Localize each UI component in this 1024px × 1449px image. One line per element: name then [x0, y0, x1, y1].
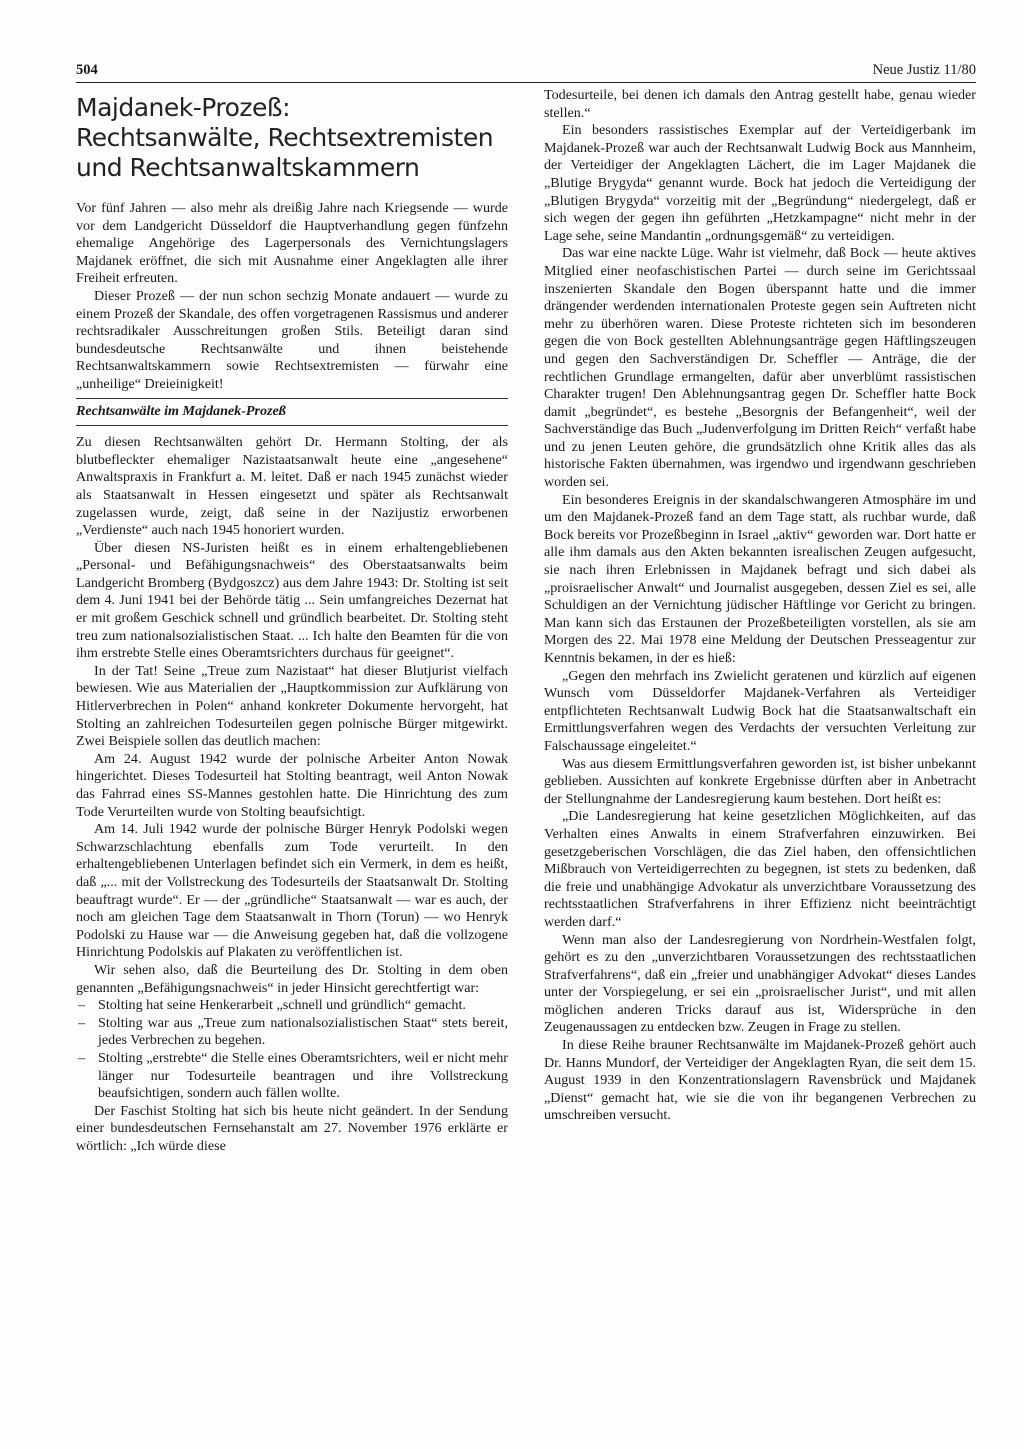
paragraph: Todesurteile, bei denen ich damals den Antrag gestellt habe, genau wieder stellen.“ — [544, 87, 976, 121]
journal-issue: Neue Justiz 11/80 — [872, 62, 976, 78]
intro-paragraph: Dieser Prozeß — der nun schon sechzig Monate andauert — wurde zu einem Prozeß der Skandale, des offen vorgetragenen Rassismus und anderer rechtsradikaler Ausschreitungen großen Stils. Beteiligt daran sind bundesdeutsche Rechtsanwälte und ihnen beistehende Rechtsanwaltskammern sowie Rechtsextremisten — fürwahr eine „unheilige“ Dreieinigkeit! — [76, 287, 508, 392]
paragraph: Zu diesen Rechtsanwälten gehört Dr. Hermann Stolting, der als blutbefleckter ehemaliger Nazistaatsanwalt heute eine „angesehene“ Anwaltspraxis in Frankfurt a. M. leitet. Daß er nach 1945 zunächst wieder als Staatsanwalt in Hessen eingesetzt und später als Rechtsanwalt zugelassen wurde, zeigt, daß seine in der Nazijustiz erworbenen „Verdienste“ auch nach 1945 honoriert wurden. — [76, 434, 508, 539]
intro-paragraph: Vor fünf Jahren — also mehr als dreißig Jahre nach Kriegsende — wurde vor dem Landgericht Düsseldorf die Hauptverhandlung gegen fünfzehn ehemalige Angehörige des Lagerpersonals des Vernichtungslagers Majdanek eröffnet, die sich mit Ausnahme einer Angeklagten alle ihrer Freiheit erfreuten. — [76, 200, 508, 287]
quotation: „Gegen den mehrfach ins Zwielicht geratenen und kürzlich auf eigenen Wunsch vom Düsseldorfer Majdanek-Verfahren als Verteidiger entpflichteten Rechtsanwalt Ludwig Bock hat die Staatsanwaltschaft ein Ermittlungsverfahren wegen des Verdachts der versuchten Verleitung zur Falschaussage eingeleitet.“ — [544, 667, 976, 754]
right-column — [544, 87, 976, 1155]
page-number: 504 — [76, 62, 98, 78]
list-item: – Stolting war aus „Treue zum nationalsozialistischen Staat“ stets bereit, jedes Verbrechen zu begehen. — [76, 1015, 508, 1050]
article-title — [76, 93, 508, 183]
paragraph: Ein besonders rassistisches Exemplar auf der Verteidigerbank im Majdanek-Prozeß war auch der Rechtsanwalt Ludwig Bock aus Mannheim, der Verteidiger der Angeklagten Lächert, die im Lager Majdanek die „Blutige Brygyda“ genannt wurde. Bock hat jedoch die Verteidigung der „Blutigen Brygyda“ vorzeitig mit der „Begründung“ niedergelegt, daß er sich wegen der gegen ihn geführten „Hetzkampagne“ nicht mehr in der Lage sehe, seine Mandantin „ordnungsgemäß“ zu verteidigen. — [544, 122, 976, 244]
left-column — [76, 87, 508, 1155]
paragraph: Am 24. August 1942 wurde der polnische Arbeiter Anton Nowak hingerichtet. Dieses Todesurteil hat Stolting beantragt, weil Anton Nowak das Fahrrad eines SS-Mannes gestohlen hatte. Die Hinrichtung des zum Tode Verurteilten wurde von Stolting beaufsichtigt. — [76, 750, 508, 820]
page — [76, 62, 976, 1155]
page-header — [76, 62, 976, 83]
title-line-2: Rechtsanwälte, Rechtsextremisten — [76, 123, 494, 152]
intro-section — [76, 200, 508, 399]
list-item: – Stolting hat seine Henkerarbeit „schnell und gründlich“ gemacht. — [76, 997, 508, 1015]
section-heading: Rechtsanwälte im Majdanek-Prozeß — [76, 403, 508, 427]
title-line-1: Majdanek-Prozeß: — [76, 93, 291, 122]
paragraph: Ein besonderes Ereignis in der skandalschwangeren Atmosphäre im und um den Majdanek-Prozeß fand an dem Tage statt, als ruchbar wurde, daß Bock bereits vor Prozeßbeginn in Israel „aktiv“ geworden war. Dort hatte er alle ihm damals aus den Akten bekannten isrealischen Zeugen aufgesucht, sie nach ihren Erlebnissen in Majdanek befragt und sich dabei als „proisraelischer Anwalt“ und Journalist ausgegeben, dessen Ziel es sei, alle Schuldigen an der Vernichtung jüdischer Häftlinge vor Gericht zu bringen. Man kann sich das Erstaunen der Prozeßbeteiligten vorstellen, als sie am Morgen des 22. Mai 1978 eine Meldung der Deutschen Presseagentur zur Kenntnis bekamen, in der es hieß: — [544, 491, 976, 666]
paragraph: Am 14. Juli 1942 wurde der polnische Bürger Henryk Podolski wegen Schwarzschlachtung ebenfalls zum Tode verurteilt. In den erhaltengebliebenen Unterlagen befindet sich ein Vermerk, in dem es heißt, daß „... mit der Vollstreckung des Todesurteils der Staatsanwalt Dr. Stolting beauftragt wurde“. Er — der „gründliche“ Staatsanwalt — war es auch, der noch am gleichen Tage dem Staatsanwalt in Thorn (Torun) — wo Henryk Podolski zu Hause war — die Anweisung gegeben hat, daß die vollzogene Hinrichtung Podolskis auf Plakaten zu veröffentlichen ist. — [76, 821, 508, 961]
paragraph: Der Faschist Stolting hat sich bis heute nicht geändert. In der Sendung einer bundesdeutschen Fernsehanstalt am 27. November 1976 erklärte er wörtlich: „Ich würde diese — [76, 1102, 508, 1154]
title-line-3: und Rechtsanwaltskammern — [76, 153, 420, 182]
paragraph: Über diesen NS-Juristen heißt es in einem erhaltengebliebenen „Personal- und Befähigungsnachweis“ des Oberstaatsanwalts beim Landgericht Bromberg (Bydgoszcz) aus dem Jahre 1943: Dr. Stolting ist seit dem 4. Juni 1941 bei der Behörde tätig ... Sein umfangreiches Dezernat hat er mit großem Geschick schnell und gründlich bearbeitet. Dr. Stolting steht treu zum nationalsozialistischen Staat. ... Ich halte den Beamten für die von ihm erstrebte Stelle eines Oberamtsrichters durchaus für geeignet“. — [76, 539, 508, 662]
paragraph: Wir sehen also, daß die Beurteilung des Dr. Stolting in dem oben genannten „Befähigungsnachweis“ in jeder Hinsicht gerechtfertigt war: — [76, 961, 508, 996]
quotation: „Die Landesregierung hat keine gesetzlichen Möglichkeiten, auf das Verhalten eines Anwalts in einem Strafverfahren einzuwirken. Bei gesetzgeberischen Vorschlägen, die das Ziel haben, den offensichtlichen Mißbrauch von Verteidigerrechten zu begegnen, ist stets zu bedenken, daß die freie und unabhängige Advokatur als unverzichtbare Voraussetzung des rechtsstaatlichen Strafverfahrens in ihrer Effizienz nicht beeinträchtigt werden darf.“ — [544, 808, 976, 930]
paragraph: Was aus diesem Ermittlungsverfahren geworden ist, ist bisher unbekannt geblieben. Aussichten auf konkrete Ergebnisse dürften aber in Anbetracht der Stellungnahme der Landesregierung kaum bestehen. Dort heißt es: — [544, 755, 976, 807]
paragraph: Das war eine nackte Lüge. Wahr ist vielmehr, daß Bock — heute aktives Mitglied einer neofaschistischen Partei — durch seine im Gerichtssaal inszenierten Skandale den Bogen überspannt hatte und die immer drängender werdenden internationalen Proteste gegen sein Auftreten nicht mehr zu überhören waren. Diese Proteste richteten sich im besonderen gegen die von Bock gestellten Ablehnungsanträge gegen Häftlingszeugen und gegen den Sachverständigen Dr. Scheffler — Anträge, die der rechtlichen Grundlage ermangelten, dafür aber unverblümt rassistischen Charakter trugen! Den Ablehnungsantrag gegen Dr. Scheffler hatte Bock damit „begründet“, es bestehe „Besorgnis der Befangenheit“, weil der Sachverständige das Buch „Judenverfolgung im Dritten Reich“ verfaßt habe und zu jenen Leuten gehöre, die grundsätzlich ohne Kritik alles das als historische Fakten übernahmen, was irgendwo und irgendwann geschrieben worden sei. — [544, 245, 976, 491]
list-item: – Stolting „erstrebte“ die Stelle eines Oberamtsrichters, weil er nicht mehr länger nur Todesurteile beantragen und ihre Vollstreckung beaufsichtigen, sondern auch fällen wollte. — [76, 1050, 508, 1103]
paragraph: In der Tat! Seine „Treue zum Nazistaat“ hat dieser Blutjurist vielfach bewiesen. Wie aus Materialien der „Hauptkommission zur Aufklärung von Hitlerverbrechen in Polen“ anhand konkreter Dokumente hervorgeht, hat Stolting an zahlreichen Todesurteilen gegen polnische Bürger mitgewirkt. Zwei Beispiele sollen das deutlich machen: — [76, 662, 508, 750]
bullet-list — [76, 997, 508, 1103]
article-body — [76, 87, 976, 1155]
paragraph: In diese Reihe brauner Rechtsanwälte im Majdanek-Prozeß gehört auch Dr. Hanns Mundorf, der Verteidiger der Angeklagten Ryan, die seit dem 15. August 1939 in den Konzentrationslagern Ravensbrück und Majdanek „Dienst“ gemacht hat, wie sie die von ihr begangenen Verbrechen zu umschreiben versucht. — [544, 1037, 976, 1124]
paragraph: Wenn man also der Landesregierung von Nordrhein-Westfalen folgt, gehört es zu den „unverzichtbaren Voraussetzungen des rechtsstaatlichen Strafverfahrens“, daß ein „freier und unabhängiger Advokat“ dieses Landes unter der Vorspiegelung, er sei ein „proisraelischer Jurist“, und mit allen möglichen anderen Tricks darauf aus ist, Widersprüche in den Zeugenaussagen zu entdecken bzw. Zeugen in Frage zu stellen. — [544, 931, 976, 1036]
